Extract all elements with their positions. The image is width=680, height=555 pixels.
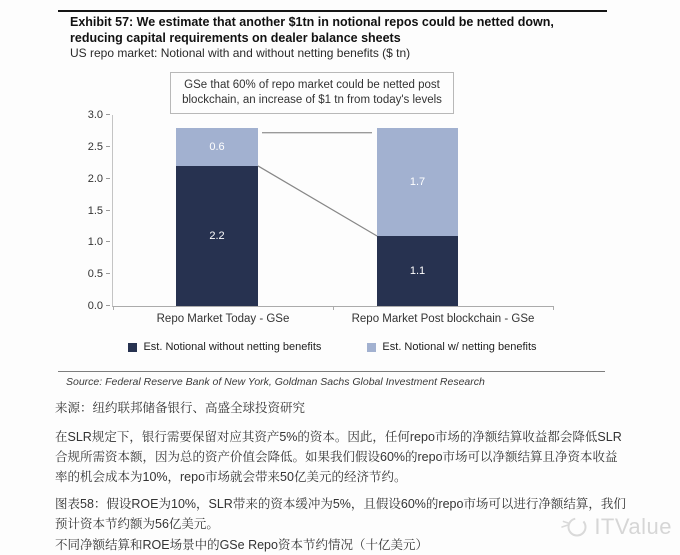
connector-lines [113,115,553,306]
y-tick-mark [106,210,110,211]
y-tick-value: 0.0 [87,300,103,312]
x-category-label: Repo Market Post blockchain - GSe [351,313,535,325]
y-axis-tick-label [88,173,110,185]
y-tick-value: 3.0 [87,109,103,121]
source-note: Source: Federal Reserve Bank of New York, Goldman Sachs Global Investment Research [66,376,485,388]
y-tick-mark [106,178,110,179]
x-axis-tick [553,306,554,310]
y-tick-value: 2.0 [87,172,103,185]
y-tick-mark [106,305,110,306]
y-axis-tick-label [88,141,110,153]
x-category-label: Repo Market Today - GSe [156,313,290,325]
y-axis-tick-label [88,300,110,312]
commentary-paragraph-1: 在SLR规定下，银行需要保留对应其资产5%的资本。因此，任何repo市场的净额结算收益都会降低SLR合规所需资本额，因为总的资产价值会降低。如果我们假设60%的repo市场可以净额结算且净资本收益率的机会成本为10%，repo市场就会带来50亿美元的经济节约。 [55,430,622,484]
x-axis-tick [113,306,114,310]
bar-value-label: 2.2 [209,229,225,242]
y-tick-mark [106,114,110,115]
source-note-chinese: 来源：纽约联邦储备银行、高盛全球投资研究 [55,401,306,415]
legend-swatch-light [367,343,376,352]
y-axis-tick-label [88,236,110,248]
x-axis-tick [333,306,334,310]
y-tick-mark [106,273,110,274]
y-tick-value: 0.5 [87,268,103,281]
chart-legend [58,341,607,353]
chinese-commentary [55,398,627,555]
exhibit-title: Exhibit 57: We estimate that another $1tn in notional repos could be netted down, reducing capital requirements on dealer balance sheets [70,15,554,45]
diagonal-connector-line [258,166,377,236]
chart-annotation-box: GSe that 60% of repo market could be netted post blockchain, an increase of $1 tn from today's levels [170,72,454,114]
y-tick-value: 2.5 [87,140,103,153]
y-axis-tick-label [88,205,110,217]
y-axis-tick-label [88,109,110,121]
legend-label: Est. Notional w/ netting benefits [382,341,537,353]
legend-label: Est. Notional without netting benefits [143,341,322,353]
exhibit-top-rule [58,10,607,12]
exhibit-subtitle: US repo market: Notional with and without netting benefits ($ tn) [70,46,411,60]
bar-value-label: 1.7 [409,175,426,188]
bar-value-label: 0.6 [209,140,225,153]
stacked-bar-chart [112,115,553,325]
y-tick-value: 1.5 [87,204,103,217]
itvalue-watermark [560,514,672,540]
source-divider-rule [58,371,605,372]
y-axis [70,109,110,312]
y-axis-tick-label [88,268,110,280]
commentary-paragraph-2: 图表58：假设ROE为10%，SLR带来的资本缓冲为5%，且假设60%的repo市场可以进行净额结算，我们预计资本节约额为56亿美元。 [55,497,626,531]
itvalue-logo-icon [560,514,590,540]
bar-value-label: 1.1 [409,264,426,277]
next-exhibit-caption: 不同净额结算和ROE场景中的GSe Repo资本节约情况（十亿美元） [55,538,428,552]
legend-item-with-netting [367,341,536,353]
legend-swatch-dark [128,343,137,352]
y-tick-mark [106,241,110,242]
legend-item-without-netting [128,341,321,353]
itvalue-watermark-text: ITValue [594,514,672,539]
y-tick-mark [106,146,110,147]
y-tick-value: 1.0 [87,236,103,249]
